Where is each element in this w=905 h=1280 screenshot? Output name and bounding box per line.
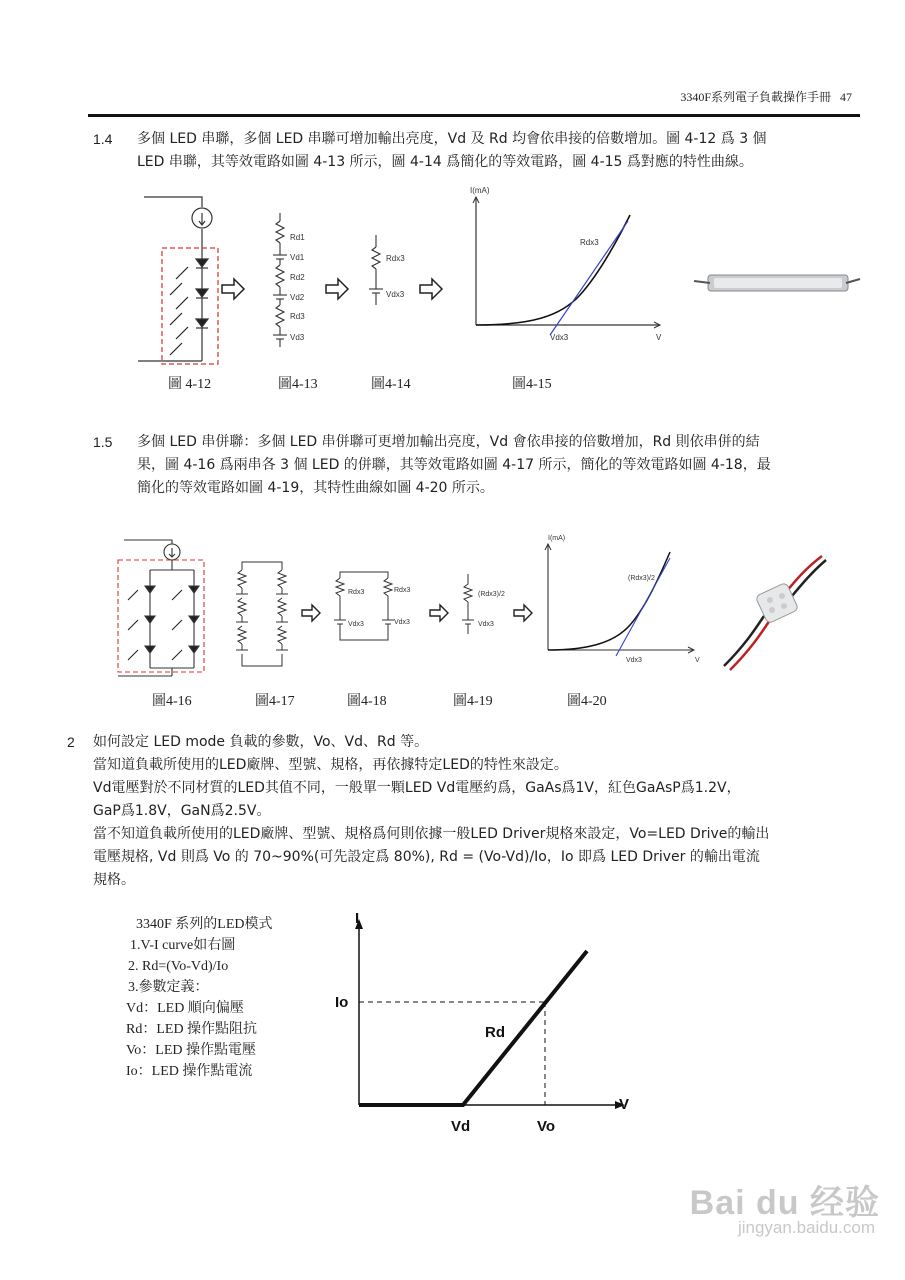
iv-curve-line (476, 215, 630, 325)
fig-4-19-simplified (462, 574, 474, 634)
arrow-icon (222, 279, 244, 299)
section-2-text (93, 731, 863, 892)
axis-label-y: I(mA) (470, 186, 490, 195)
tangent-line (616, 558, 670, 656)
fig-4-16-led-parallel (118, 540, 204, 676)
text-line: 如何設定 LED mode 負載的參數，Vo、Vd、Rd 等。 (93, 734, 429, 750)
section-number: 1.4 (93, 131, 113, 147)
vi-curve-line (359, 951, 587, 1105)
text-line: 電壓規格, Vd 則爲 Vo 的 70~90%(可先設定爲 80%), Rd = (Vo-Vd)/Io，Io 即爲 LED Driver 的輸出電流 (93, 849, 760, 865)
led-module-image (694, 275, 860, 291)
text-line: 多個 LED 串併聯：多個 LED 串併聯可更增加輸出亮度，Vd 會依串接的倍數增加，Rd 則依串併的結 (137, 434, 760, 450)
figure-row-1 (130, 185, 880, 375)
label-vd3: Vd3 (290, 333, 305, 342)
fig-4-20-iv-curve (545, 544, 694, 656)
fig-4-18-simplified (334, 572, 394, 640)
baidu-watermark-logo: Bai du 经验 (689, 1184, 880, 1222)
page-header (0, 88, 852, 108)
text-line: 簡化的等效電路如圖 4-19，其特性曲線如圖 4-20 所示。 (137, 480, 494, 496)
caption-4-15: 圖4-15 (512, 377, 552, 392)
label-vdx3-c: Vdx3 (478, 621, 494, 628)
led-cable-image (724, 556, 826, 670)
label-rd: Rd (485, 1024, 505, 1041)
label-rdx3-a: Rdx3 (348, 589, 365, 596)
text-line: 果，圖 4-16 爲兩串各 3 個 LED 的併聯，其等效電路如圖 4-17 所示，簡化的等效電路如圖 4-18，最 (137, 457, 771, 473)
text-line: 當不知道負載所使用的LED廠牌、型號、規格爲何則依據一般LED Driver規格來設定，Vo=LED Drive的輸出 (93, 826, 770, 842)
fig-4-14-simplified (369, 235, 383, 305)
label-vd1: Vd1 (290, 253, 305, 262)
axis-tick-vdx3: Vdx3 (626, 657, 642, 664)
section-1-5-text (137, 431, 861, 500)
caption-4-19: 圖4-19 (453, 694, 493, 709)
axis-label-x: V (695, 657, 700, 664)
axis-label-i: I (355, 910, 360, 927)
label-rdx3: Rdx3 (386, 254, 405, 263)
definition-line: Io：LED 操作點電流 (126, 1064, 253, 1079)
caption-4-17: 圖4-17 (255, 694, 295, 709)
curve-label: (Rdx3)/2 (628, 575, 655, 582)
axis-tick-vdx3: Vdx3 (550, 333, 569, 342)
caption-4-14: 圖4-14 (371, 377, 411, 392)
definition-line: 3.參數定義： (128, 980, 209, 995)
iv-curve-line (548, 552, 670, 650)
text-line: LED 串聯，其等效電路如圖 4-13 所示，圖 4-14 爲簡化的等效電路，圖 4-15 爲對應的特性曲線。 (137, 154, 753, 170)
fig-4-13-equivalent (273, 213, 287, 347)
curve-label: Rdx3 (580, 238, 599, 247)
label-vdx3-a: Vdx3 (348, 621, 364, 628)
axis-label-x: V (656, 333, 662, 342)
arrow-icon (420, 279, 442, 299)
definition-line: Vd：LED 順向偏壓 (126, 1001, 244, 1016)
caption-4-16: 圖4-16 (152, 694, 192, 709)
figure-row-2 (110, 530, 830, 690)
definition-line: Rd：LED 操作點阻抗 (126, 1022, 258, 1037)
text-line: Vd電壓對於不同材質的LED其值不同，一般單一顆LED Vd電壓約爲，GaAs爲1V，紅色GaAsP爲1.2V， (93, 780, 741, 796)
label-vd2: Vd2 (290, 293, 305, 302)
header-rule (88, 114, 860, 117)
text-line: 當知道負載所使用的LED廠牌、型號、規格，再依據特定LED的特性來設定。 (93, 757, 568, 773)
definition-line: 3340F 系列的LED模式 (136, 917, 273, 932)
vi-curve-chart (325, 905, 645, 1145)
section-1-4-text (137, 128, 861, 174)
fig-4-12-led-series (138, 197, 218, 364)
label-rdx3-half: (Rdx3)/2 (478, 591, 505, 598)
arrow-icon (430, 605, 448, 621)
label-rd3: Rd3 (290, 312, 305, 321)
fig-4-15-iv-curve (473, 197, 660, 335)
caption-4-20: 圖4-20 (567, 694, 607, 709)
caption-4-13: 圖4-13 (278, 377, 318, 392)
section-number: 1.5 (93, 434, 113, 450)
baidu-watermark-url: jingyan.baidu.com (737, 1218, 875, 1237)
definition-line: 2. Rd=(Vo-Vd)/Io (128, 959, 229, 974)
label-vdx3-b: Vdx3 (394, 619, 410, 626)
label-rd2: Rd2 (290, 273, 305, 282)
caption-4-18: 圖4-18 (347, 694, 387, 709)
text-line: GaP爲1.8V，GaN爲2.5V。 (93, 803, 271, 819)
arrow-icon (514, 605, 532, 621)
definition-line: Vo：LED 操作點電壓 (126, 1043, 257, 1058)
label-rd1: Rd1 (290, 233, 305, 242)
header-title: 3340F系列電子負載操作手冊 (680, 90, 831, 104)
page-number: 47 (840, 90, 852, 104)
label-io: Io (335, 994, 349, 1011)
label-vd: Vd (451, 1118, 471, 1135)
text-line: 多個 LED 串聯，多個 LED 串聯可增加輸出亮度，Vd 及 Rd 均會依串接的倍數增加。圖 4-12 爲 3 個 (137, 131, 767, 147)
fig-4-17-equivalent (236, 562, 288, 666)
definition-line: 1.V-I curve如右圖 (130, 938, 236, 953)
section-number: 2 (67, 734, 75, 750)
label-rdx3-b: Rdx3 (394, 587, 411, 594)
axis-label-v: V (619, 1096, 630, 1113)
arrow-icon (326, 279, 348, 299)
arrow-icon (302, 605, 320, 621)
label-vo: Vo (537, 1118, 556, 1135)
text-line: 規格。 (93, 872, 135, 888)
axis-label-y: I(mA) (548, 535, 566, 542)
led-mode-definitions (126, 914, 349, 1082)
caption-4-12: 圖 4-12 (168, 377, 212, 392)
label-vdx3: Vdx3 (386, 290, 405, 299)
